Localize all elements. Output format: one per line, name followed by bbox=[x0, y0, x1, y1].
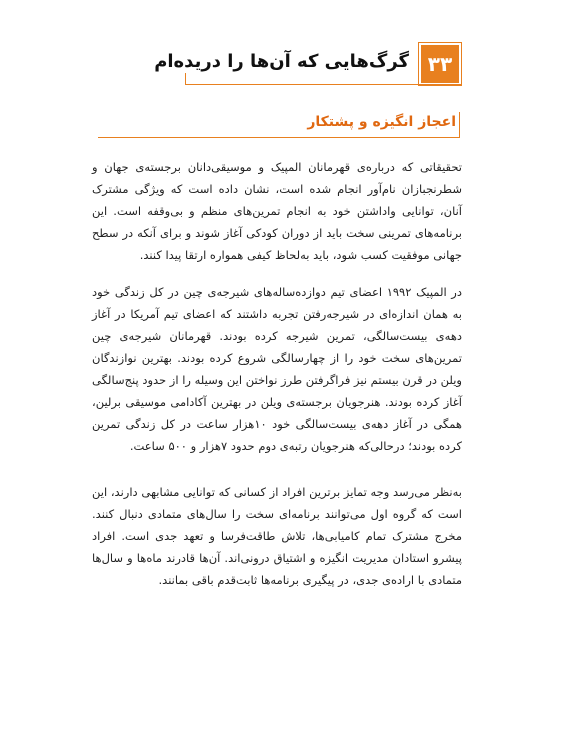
chapter-title: گرگ‌هایی که آن‌ها را دریده‌ام bbox=[154, 51, 409, 72]
chapter-header bbox=[154, 43, 461, 85]
section-header-rule-tick bbox=[459, 112, 460, 138]
chapter-header-rule-tick bbox=[185, 73, 186, 85]
section-header bbox=[98, 112, 460, 138]
chapter-number-badge: ۳۳ bbox=[419, 43, 461, 85]
section-header-rule bbox=[98, 137, 460, 138]
paragraph-1: تحقیقاتی که درباره‌ی قهرمانان المپیک و موسیقی‌دانان برجسته‌ی جهان و شطرنجبازان نام‌آور انجام شده است، نشان داده است که ویژگی مشترک آنان، توانایی واداشتن خود به انجام تمرین‌های منظم و بی‌وقفه است. این برنامه‌های تمرینی سخت باید از دوران کودکی آغاز شوند و برای آنکه در سطح جهانی موفقیت کسب شود، باید به‌لحاظ کیفی همواره ارتقا پیدا کنند. bbox=[92, 160, 462, 262]
chapter-header-rule bbox=[185, 84, 461, 85]
section-title: اعجاز انگیزه و پشتکار bbox=[307, 114, 456, 130]
paragraph-3: به‌نظر می‌رسد وجه تمایز برترین افراد از کسانی که توانایی مشابهی دارند، این است که گروه اول می‌توانند برنامه‌ای سخت را سال‌های متمادی دنبال کنند. مخرج مشترک تمام کامیابی‌ها، تلاش طاقت‌فرسا و تعهد جدی است. افراد پیشرو استادان مدیریت انگیزه و اشتیاق درونی‌اند. آن‌ها قادرند ماه‌ها و سال‌ها متمادی با اراده‌ی جدی، در پیگیری برنامه‌ها ثابت‌قدم باقی بمانند. bbox=[92, 485, 462, 587]
paragraph-2: در المپیک ۱۹۹۲ اعضای تیم دوازده‌ساله‌های شیرجه‌ی چین در کل زندگی خود به همان اندازه‌ای در شیرجه‌رفتن تجربه داشتند که اعضای تیم آمریکا در آغاز دهه‌ی بیست‌سالگی، تمرین شیرجه کرده بودند. قهرمانان شیرجه‌ی چین تمرین‌های سخت خود را از چهارسالگی شروع کرده بودند. بهترین نوازندگان ویلن در قرن بیستم نیز فراگرفتن طرز نواختن این وسیله را از حدود پنج‌سالگی آغاز کرده بودند. هنرجویان برجسته‌ی ویلن در بهترین آکادامی موسیقی برلین، همگی در آغاز دهه‌ی بیست‌سالگی خود ۱۰هزار ساعت در کل زندگی تمرین کرده بودند؛ درحالی‌که هنرجویان رتبه‌ی دوم حدود ۷هزار و ۵۰۰ ساعت. bbox=[92, 285, 462, 453]
